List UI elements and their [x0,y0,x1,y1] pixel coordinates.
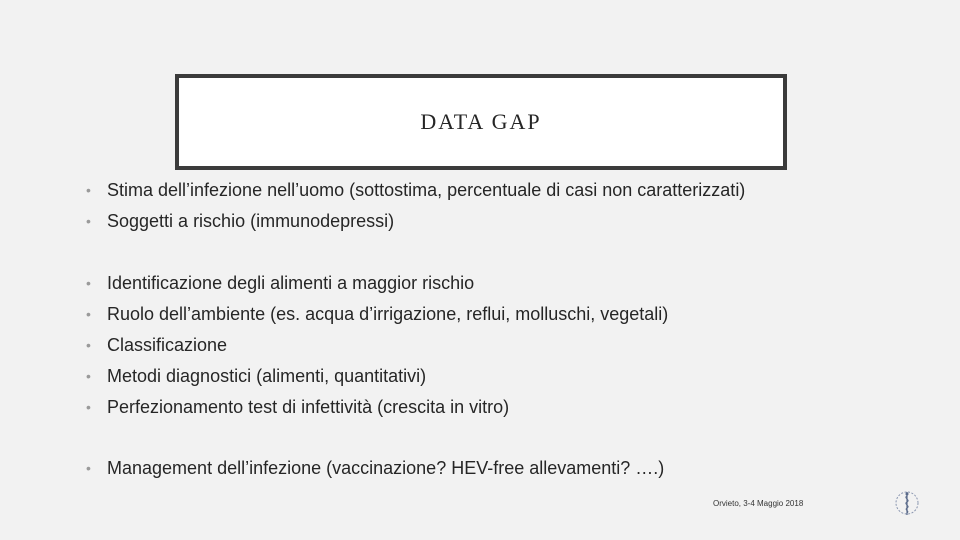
list-item-text: Stima dell’infezione nell’uomo (sottostima, percentuale di casi non caratterizzati) [107,180,746,200]
bullet-icon: • [86,275,91,291]
bullet-icon: • [86,460,91,476]
bullet-icon: • [86,182,91,198]
bullet-list-1 [86,175,745,237]
list-item [86,268,668,299]
slide-title: DATA GAP [420,109,542,134]
bullet-icon: • [86,337,91,353]
list-item-text: Management dell’infezione (vaccinazione? HEV-free allevamenti? ….) [107,458,665,478]
list-item-text: Classificazione [107,335,228,355]
list-item-text: Identificazione degli alimenti a maggior rischio [107,273,475,293]
bullet-icon: • [86,213,91,229]
footer-date-location: Orvieto, 3-4 Maggio 2018 [713,499,804,508]
list-item-text: Soggetti a rischio (immunodepressi) [107,211,395,231]
list-item-text: Ruolo dell’ambiente (es. acqua d’irrigazione, reflui, molluschi, vegetali) [107,304,669,324]
institution-seal-icon [893,488,921,518]
title-box [175,74,787,170]
list-item [86,175,745,206]
list-item [86,392,668,423]
list-item [86,299,668,330]
bullet-icon: • [86,399,91,415]
list-item [86,453,664,484]
bullet-list-3 [86,453,664,484]
bullet-icon: • [86,368,91,384]
list-item [86,361,668,392]
list-item [86,330,668,361]
list-item-text: Perfezionamento test di infettività (crescita in vitro) [107,397,510,417]
list-item [86,206,745,237]
bullet-list-2 [86,268,668,423]
bullet-icon: • [86,306,91,322]
list-item-text: Metodi diagnostici (alimenti, quantitativi) [107,366,427,386]
